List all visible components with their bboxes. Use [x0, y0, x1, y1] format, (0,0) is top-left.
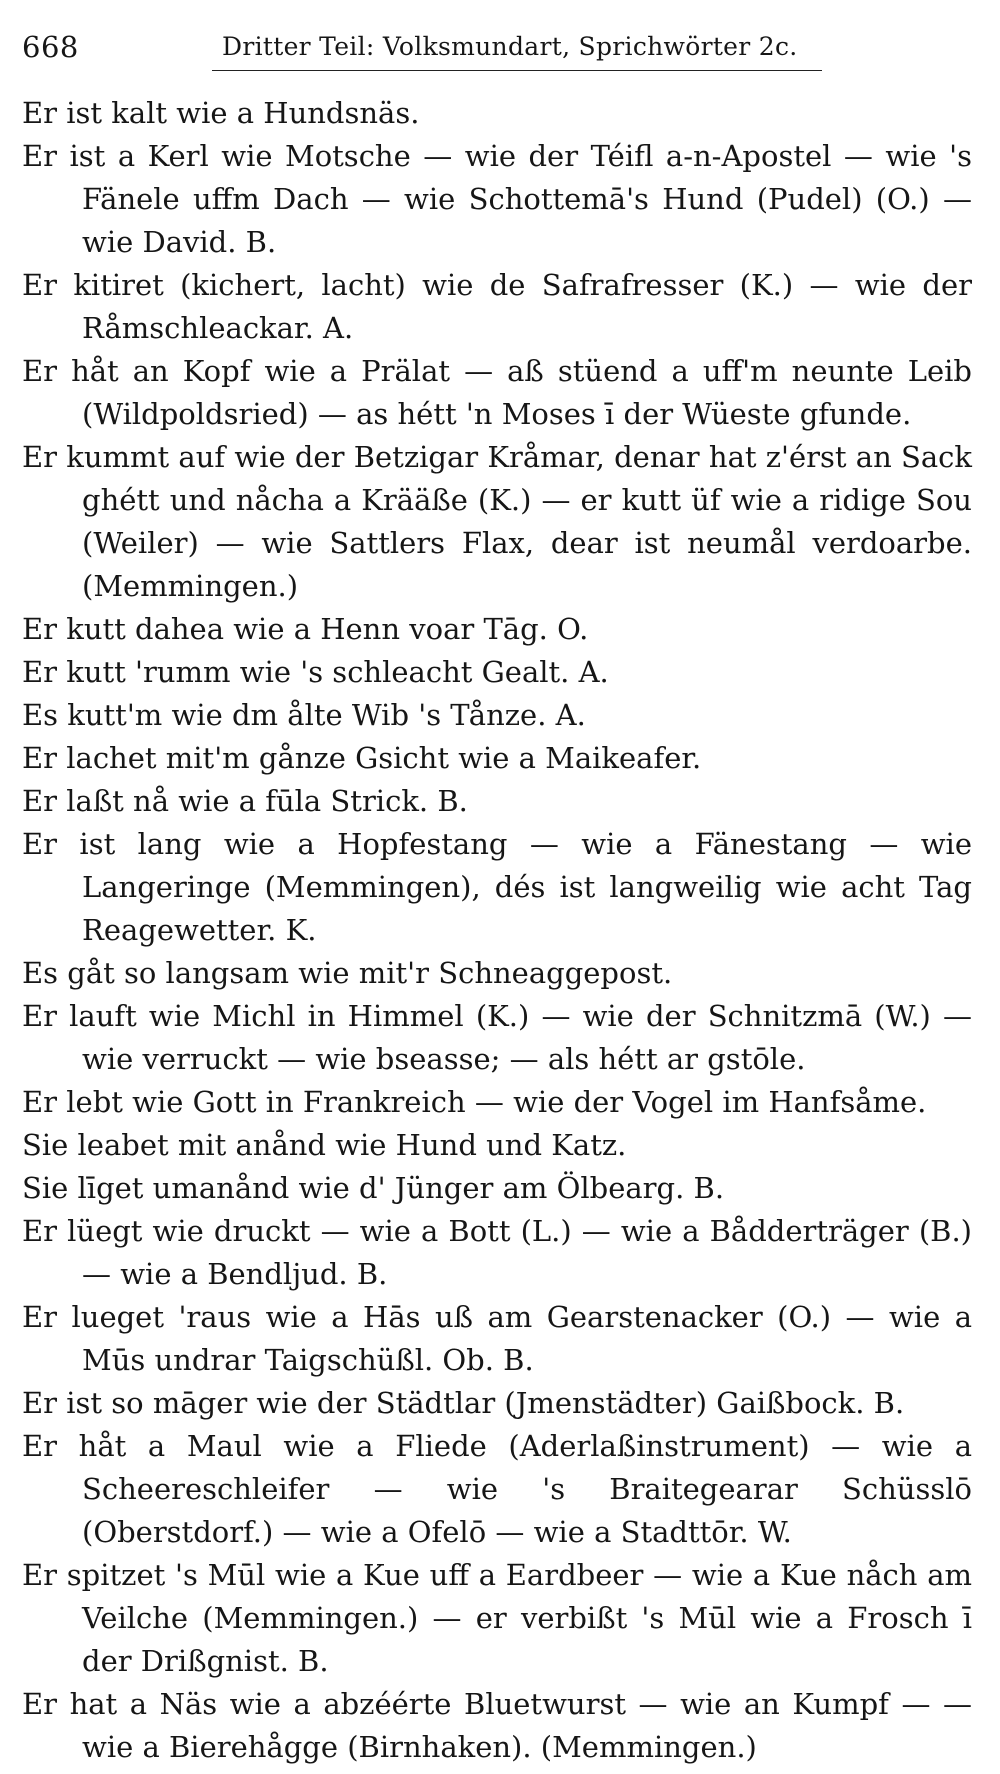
- proverb-entry: Er lauft wie Michl in Himmel (K.) — wie der Schnitzmā (W.) — wie verruckt — wie bseasse; — als hétt ar gstōle.: [22, 999, 972, 1076]
- proverb-entry: Er kutt 'rumm wie 's schleacht Gealt. A.: [22, 655, 609, 689]
- proverb-entry: Er spitzet 's Mūl wie a Kue uff a Eardbeer — wie a Kue nåch am Veilche (Memmingen.) — er verbißt 's Mūl wie a Frosch ī der Drißgnist. B.: [22, 1558, 972, 1678]
- proverb-entry: Er lueget 'raus wie a Hās uß am Gearstenacker (O.) — wie a Mūs undrar Taigschüßl. Ob. B.: [22, 1300, 972, 1377]
- proverb-list: [22, 92, 972, 1769]
- proverb-entry: Sie leabet mit anånd wie Hund und Katz.: [22, 1128, 627, 1162]
- header-rule: [212, 70, 822, 71]
- proverb-entry: Er hat a Näs wie a abzéérte Bluetwurst — wie an Kumpf — — wie a Bierehågge (Birnhaken). (Memmingen.): [22, 1687, 972, 1764]
- proverb-entry: Er lachet mit'm gånze Gsicht wie a Maikeafer.: [22, 741, 702, 775]
- proverb-entry: Er håt an Kopf wie a Prälat — aß stüend a uff'm neunte Leib (Wildpoldsried) — as hétt 'n Moses ī der Wüeste gfunde.: [22, 354, 972, 431]
- proverb-entry: Sie līget umanånd wie d' Jünger am Ölbearg. B.: [22, 1171, 725, 1205]
- proverb-entry: Er ist lang wie a Hopfestang — wie a Fänestang — wie Langeringe (Memmingen), dés ist langweilig wie acht Tag Reagewetter. K.: [22, 827, 972, 947]
- proverb-entry: Er laßt nå wie a fūla Strick. B.: [22, 784, 468, 818]
- page-header: [22, 30, 802, 74]
- proverb-entry: Er håt a Maul wie a Fliede (Aderlaßinstrument) — wie a Scheereschleifer — wie 's Braitegearar Schüsslō (Oberstdorf.) — wie a Ofelō — wie a Stadttōr. W.: [22, 1429, 972, 1549]
- proverb-entry: Er ist a Kerl wie Motsche — wie der Téifl a-n-Apostel — wie 's Fänele uffm Dach — wie Schottemā's Hund (Pudel) (O.) — wie David. B.: [22, 139, 972, 259]
- proverb-entry: Es gåt so langsam wie mit'r Schneaggepost.: [22, 956, 673, 990]
- proverb-entry: Er ist kalt wie a Hundsnäs.: [22, 96, 420, 130]
- proverb-entry: Er kutt dahea wie a Henn voar Tāg. O.: [22, 612, 589, 646]
- proverb-entry: Es kutt'm wie dm ålte Wib 's Tånze. A.: [22, 698, 586, 732]
- proverb-entry: Er kummt auf wie der Betzigar Kråmar, denar hat z'érst an Sack ghétt und nåcha a Krääße (K.) — er kutt üf wie a ridige Sou (Weiler) — wie Sattlers Flax, dear ist neumål verdoarbe. (Memmingen.): [22, 440, 972, 603]
- proverb-entry: Er kitiret (kichert, lacht) wie de Safrafresser (K.) — wie der Råmschleackar. A.: [22, 268, 972, 345]
- proverb-entry: Er ist so māger wie der Städtlar (Jmenstädter) Gaißbock. B.: [22, 1386, 905, 1420]
- page-number: 668: [22, 30, 79, 64]
- proverb-entry: Er lüegt wie druckt — wie a Bott (L.) — wie a Bådderträger (B.) — wie a Bendljud. B.: [22, 1214, 972, 1291]
- running-head: Dritter Teil: Volksmundart, Sprichwörter 2c.: [222, 32, 798, 61]
- proverb-entry: Er lebt wie Gott in Frankreich — wie der Vogel im Hanfsåme.: [22, 1085, 927, 1119]
